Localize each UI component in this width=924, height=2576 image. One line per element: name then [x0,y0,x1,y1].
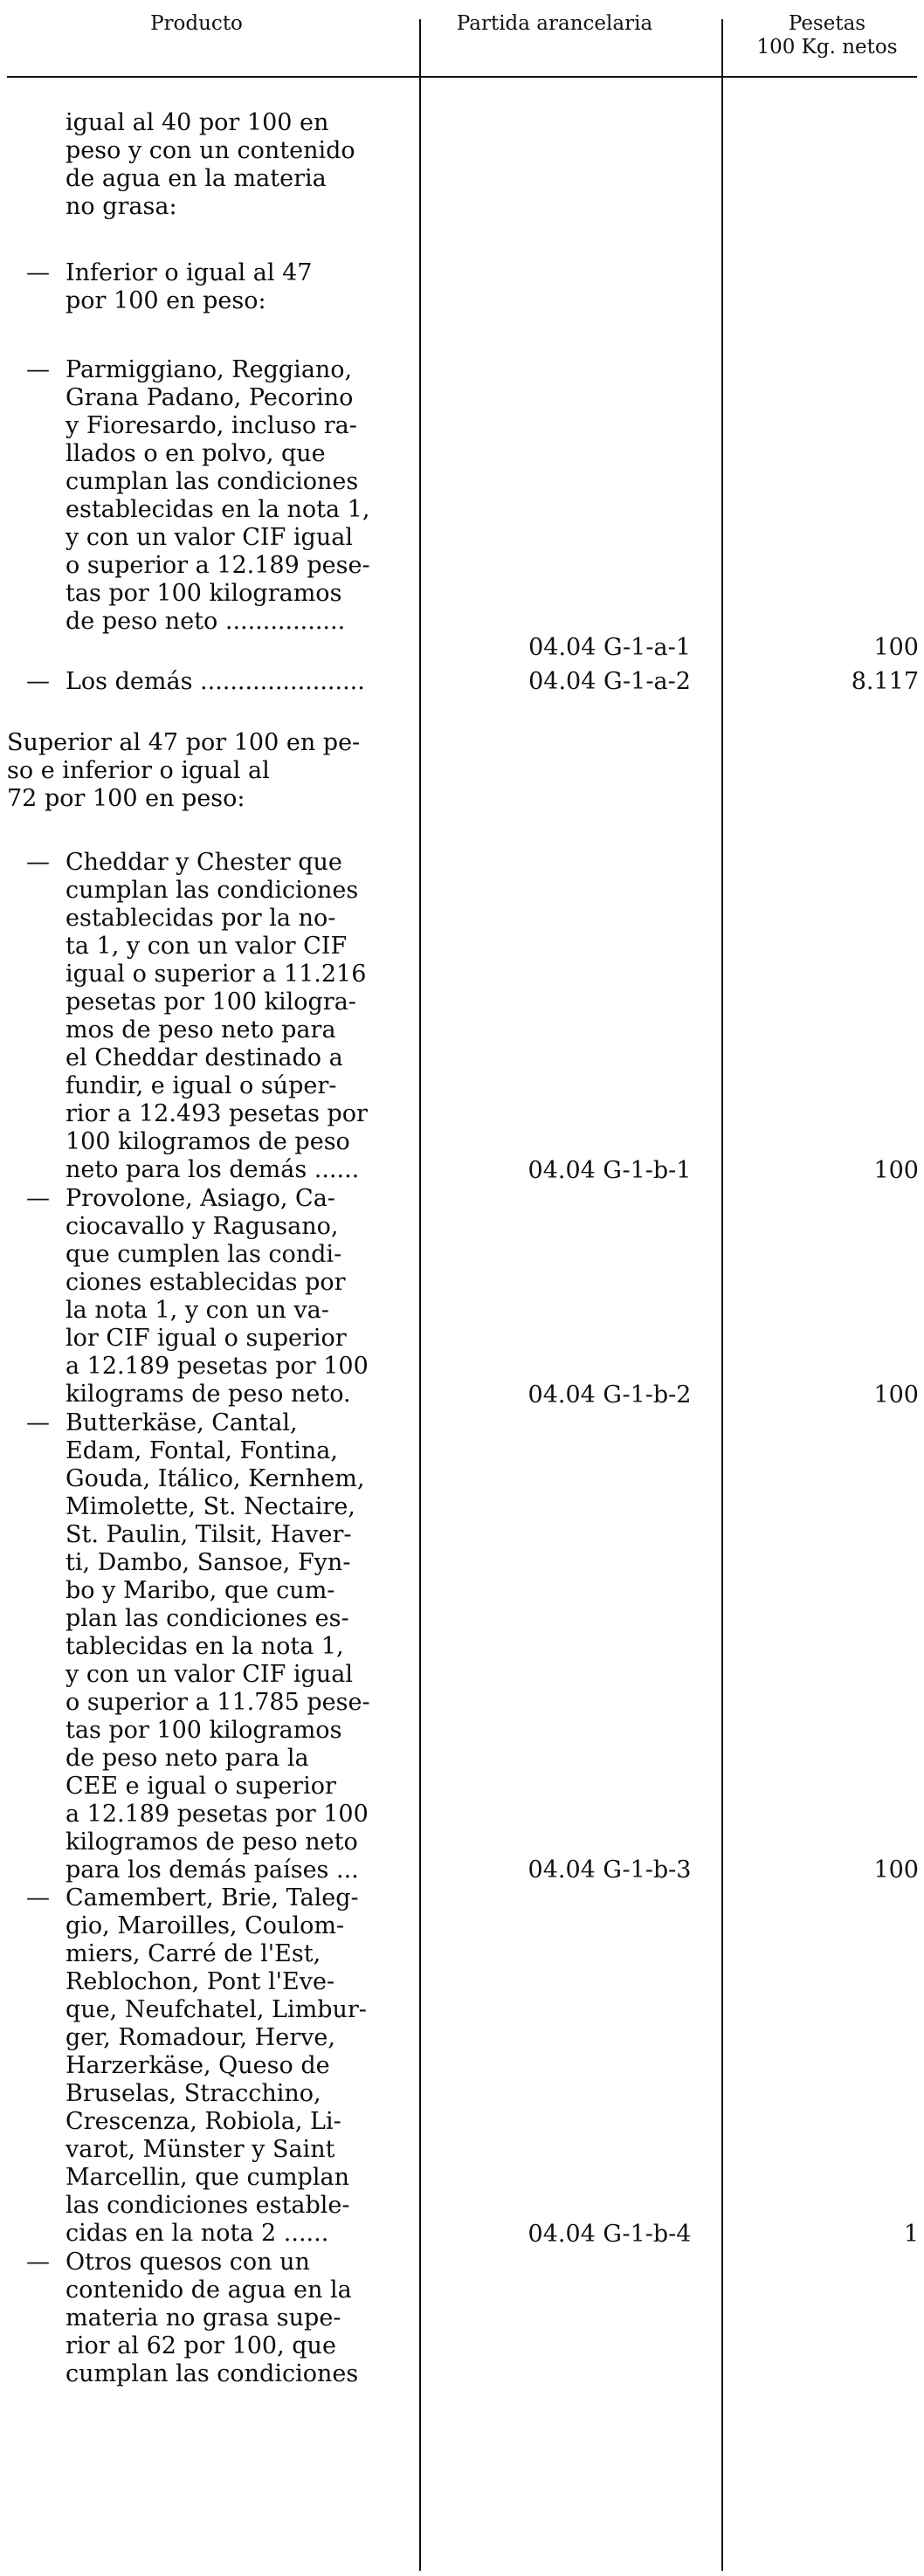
text-line: igual o superior a 11.216 [66,961,367,988]
column-divider-2 [721,19,723,2571]
text-line: Otros quesos con un [66,2249,310,2276]
dash-marker: — [26,259,50,286]
text-los-demas [66,668,406,696]
text-line: Reblochon, Pont l'Eve- [66,1968,335,1995]
text-line: Harzerkäse, Queso de [66,2052,330,2079]
text-parmigiano [66,356,406,636]
text-line: ti, Dambo, Sansoe, Fyn- [66,1549,351,1576]
text-line: por 100 en peso: [66,287,266,314]
text-line: tas por 100 kilogramos [66,580,342,607]
header-producto: Producto [150,12,243,35]
text-line: varot, Münster y Saint [66,2136,335,2163]
text-line: so e inferior o igual al [7,757,270,784]
text-line: mos de peso neto para [66,1016,336,1043]
text-line: cumplan las condiciones [66,877,359,904]
text-line: peso y con un contenido [66,137,355,164]
dash-marker: — [26,1409,50,1436]
text-line: no grasa: [66,193,177,220]
text-inferior-47 [66,259,406,315]
pesetas-value: 100 [873,634,919,661]
text-line: Bruselas, Stracchino, [66,2080,321,2107]
text-line: 72 por 100 en peso: [7,785,245,812]
pesetas-value: 8.117 [851,668,919,695]
partida-code: 04.04 G-1-b-4 [528,2221,692,2248]
text-line: de peso neto para la [66,1745,309,1772]
text-line: Edam, Fontal, Fontina, [66,1437,338,1464]
pesetas-value: 1 [903,2221,919,2248]
text-line: el Cheddar destinado a [66,1044,343,1071]
text-line: Cheddar y Chester que [66,849,342,876]
text-line: lor CIF igual o superior [66,1325,347,1352]
text-line: Gouda, Itálico, Kernhem, [66,1465,365,1492]
text-line: que cumplen las condi- [66,1241,342,1268]
text-line: CEE e igual o superior [66,1773,336,1800]
dash-marker: — [26,849,50,876]
partida-code: 04.04 G-1-a-2 [528,668,691,695]
text-line: Marcellin, que cumplan [66,2164,349,2191]
text-line: materia no grasa supe- [66,2304,341,2331]
partida-code: 04.04 G-1-b-2 [528,1381,692,1409]
text-line: las condiciones estable- [66,2192,350,2219]
text-line: ta 1, y con un valor CIF [66,933,348,960]
dash-marker: — [26,668,50,695]
text-line: Parmiggiano, Reggiano, [66,356,353,383]
dash-marker: — [26,1884,50,1911]
text-line: tas por 100 kilogramos [66,1717,342,1744]
text-line: bo y Maribo, que cum- [66,1577,335,1604]
header-rule [7,76,917,78]
text-line: de peso neto ................ [66,608,346,635]
text-line: cumplan las condiciones [66,2360,359,2387]
text-line: llados o en polvo, que [66,440,326,467]
text-line: ciones establecidas por [66,1269,346,1296]
text-line: rior a 12.493 pesetas por [66,1100,368,1127]
text-line: 100 kilogramos de peso [66,1128,350,1155]
header-pesetas [730,12,924,59]
text-line: neto para los demás ...... [66,1156,360,1183]
text-line: pesetas por 100 kilogra- [66,988,356,1016]
text-intro [66,109,406,221]
text-line: ger, Romadour, Herve, [66,2024,335,2051]
dash-marker: — [26,356,50,383]
column-divider-1 [419,19,421,2571]
text-line: kilograms de peso neto. [66,1381,351,1408]
text-line: igual al 40 por 100 en [66,109,329,136]
text-line: o superior a 12.189 pese- [66,552,370,579]
text-line: gio, Maroilles, Coulom- [66,1912,345,1939]
text-line: cidas en la nota 2 ...... [66,2220,329,2247]
text-cheddar [66,849,406,1184]
text-line: contenido de agua en la [66,2276,352,2304]
text-line: fundir, e igual o súper- [66,1072,337,1099]
text-line: y Fioresardo, incluso ra- [66,412,357,439]
text-line: plan las condiciones es- [66,1605,349,1632]
text-line: y con un valor CIF igual [66,1661,353,1688]
text-provolone [66,1185,406,1409]
dash-marker: — [26,2249,50,2276]
text-line: establecidas por la no- [66,905,336,932]
text-line: Mimolette, St. Nectaire, [66,1493,355,1520]
partida-code: 04.04 G-1-a-1 [528,634,691,661]
text-line: de agua en la materia [66,165,327,192]
text-line: Inferior o igual al 47 [66,259,313,286]
text-line: para los demás países ... [66,1856,359,1884]
text-line: la nota 1, y con un va- [66,1297,329,1324]
header-pesetas-line2: 100 Kg. netos [756,36,898,59]
text-line: kilogramos de peso neto [66,1829,358,1856]
text-line: Butterkäse, Cantal, [66,1409,298,1436]
text-line: Provolone, Asiago, Ca- [66,1185,335,1212]
text-line: cumplan las condiciones [66,468,359,495]
partida-code: 04.04 G-1-b-1 [528,1157,692,1184]
header-pesetas-line1: Pesetas [788,12,866,35]
pesetas-value: 100 [873,1381,919,1409]
pesetas-value: 100 [873,1856,919,1884]
text-line: miers, Carré de l'Est, [66,1940,321,1967]
text-line: tablecidas en la nota 1, [66,1633,344,1660]
text-line: Superior al 47 por 100 en pe- [7,729,361,756]
text-line: que, Neufchatel, Limbur- [66,1996,367,2023]
text-line: a 12.189 pesetas por 100 [66,1801,369,1828]
text-line: Crescenza, Robiola, Li- [66,2108,341,2135]
text-line: Los demás ...................... [66,668,365,695]
text-superior-47 [7,729,406,813]
partida-code: 04.04 G-1-b-3 [528,1856,692,1884]
text-line: y con un valor CIF igual [66,524,353,551]
text-butterkase [66,1409,406,1884]
text-line: o superior a 11.785 pese- [66,1689,370,1716]
text-line: St. Paulin, Tilsit, Haver- [66,1521,352,1548]
text-camembert [66,1884,406,2248]
text-otros [66,2249,406,2388]
text-line: ciocavallo y Ragusano, [66,1213,339,1240]
dash-marker: — [26,1185,50,1212]
text-line: Camembert, Brie, Taleg- [66,1884,359,1911]
text-line: a 12.189 pesetas por 100 [66,1353,369,1380]
pesetas-value: 100 [873,1157,919,1184]
text-line: Grana Padano, Pecorino [66,384,354,411]
text-line: establecidas en la nota 1, [66,496,370,523]
text-line: rior al 62 por 100, que [66,2332,336,2359]
header-partida-arancelaria: Partida arancelaria [456,12,653,35]
